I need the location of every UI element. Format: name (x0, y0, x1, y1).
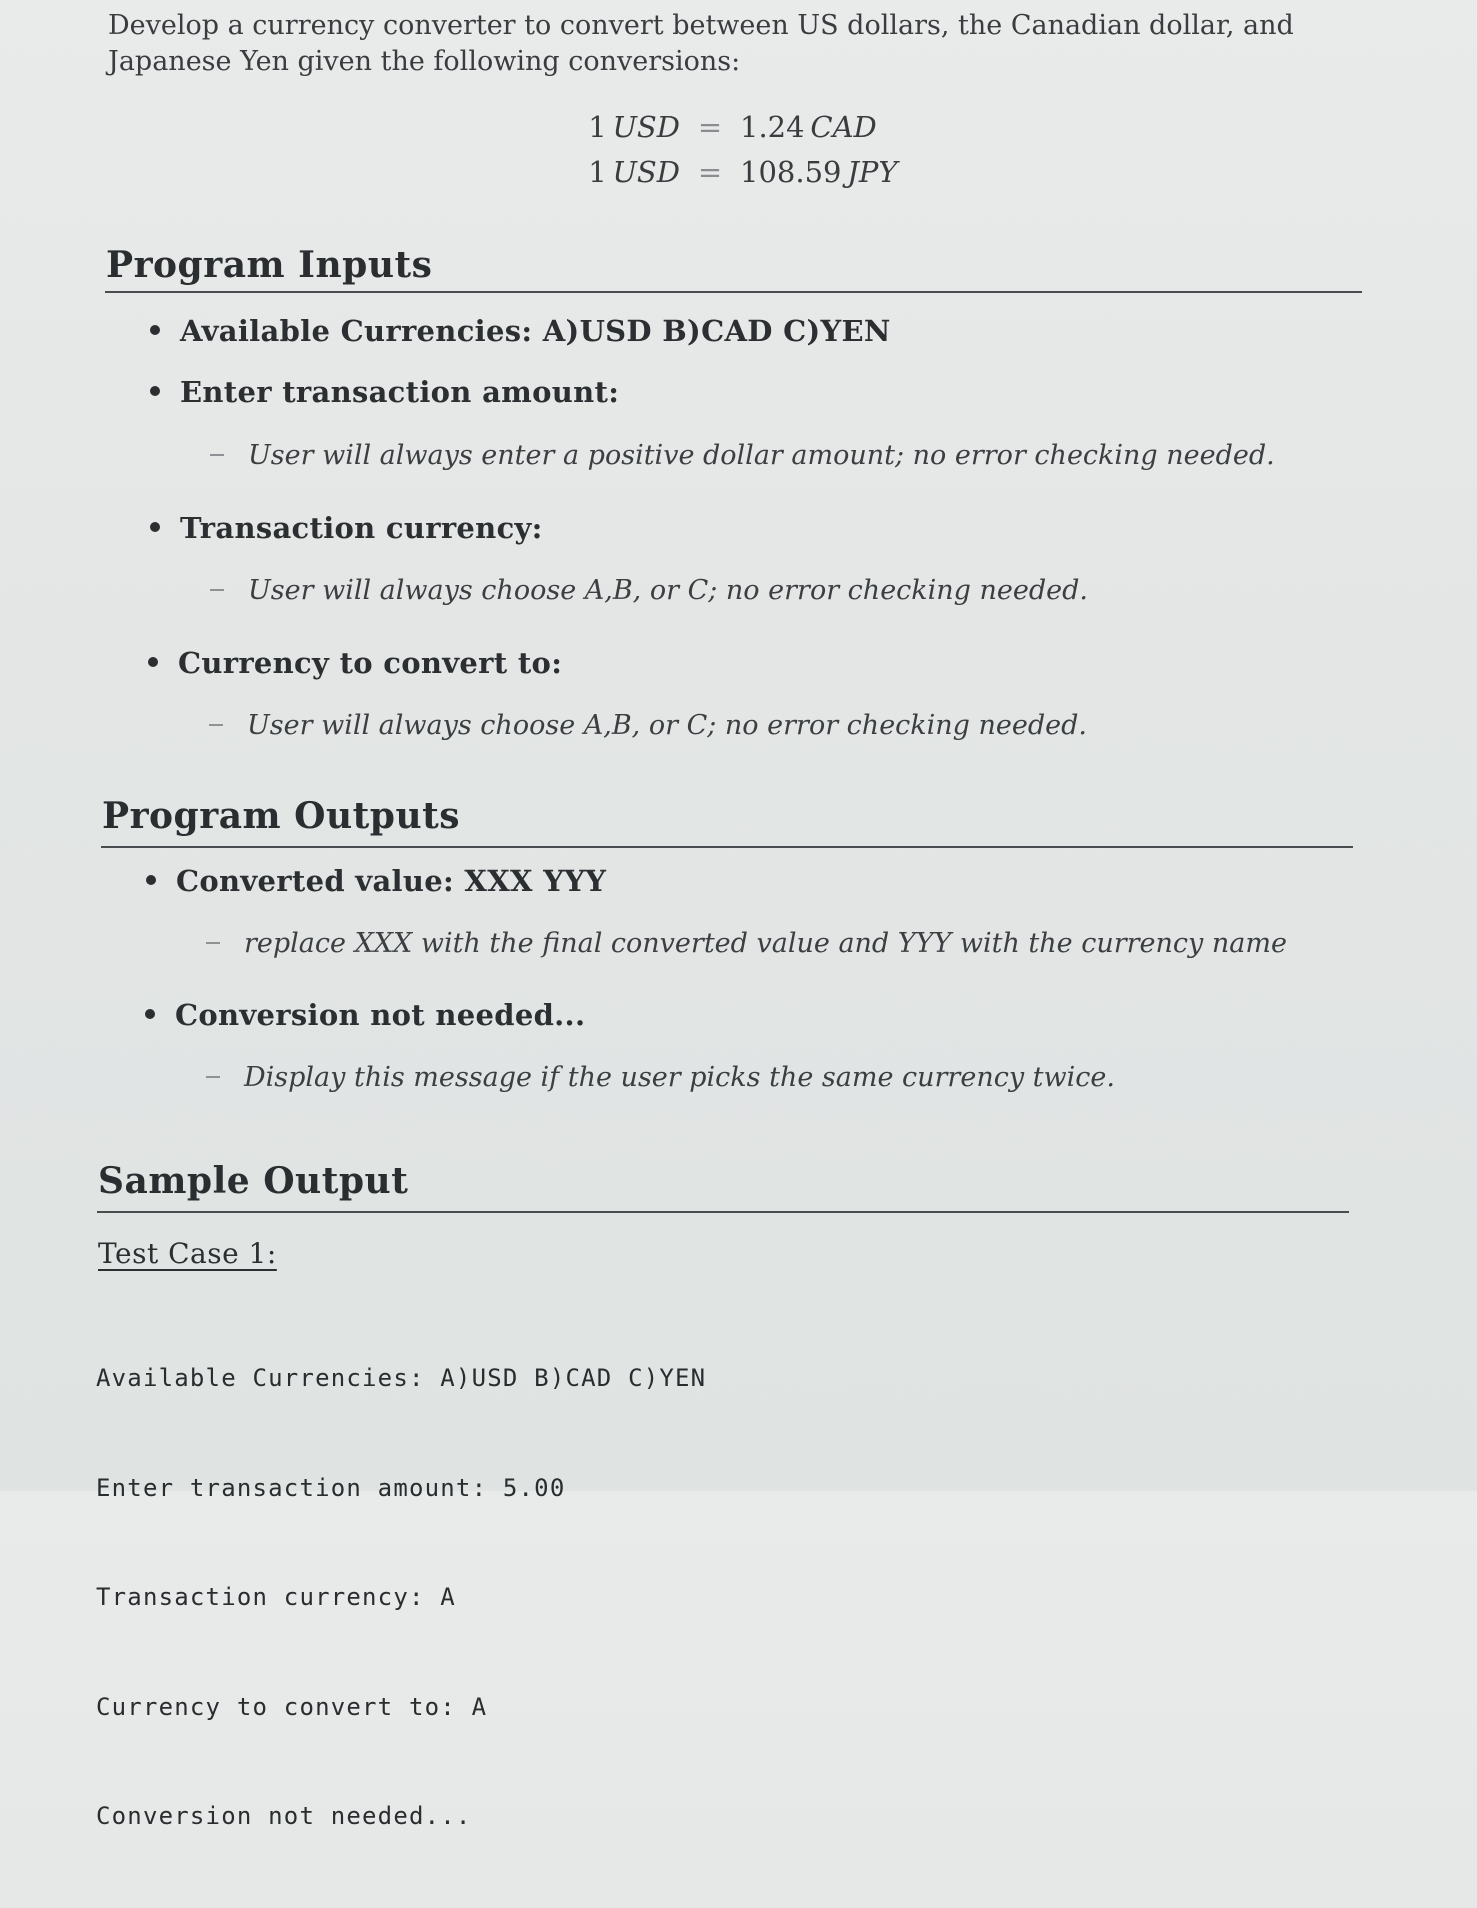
bullet-label: Enter transaction amount: (180, 375, 620, 409)
bullet-icon (146, 875, 156, 885)
note-text: User will always choose A,B, or C; no error checking needed. (247, 710, 1088, 741)
dash-icon (210, 454, 224, 456)
bullet-label: Conversion not needed... (175, 998, 586, 1032)
input-note-transaction-amount (210, 440, 1275, 471)
output-note-converted-value (206, 928, 1287, 959)
section-rule (105, 291, 1362, 293)
console-line: Transaction currency: A (96, 1583, 456, 1611)
bullet-label: Currency to convert to: (178, 646, 563, 680)
output-item-conversion-not-needed (145, 998, 585, 1032)
note-text: User will always enter a positive dollar amount; no error checking needed. (248, 440, 1275, 471)
input-item-transaction-currency (150, 511, 543, 545)
equation-rhs-number: 108.59 (740, 155, 842, 189)
input-note-transaction-currency (210, 575, 1088, 606)
equation-lhs-number: 1 (588, 155, 607, 189)
equation-rhs-unit: CAD (810, 110, 877, 144)
dash-icon (206, 942, 220, 944)
equation-lhs-unit: USD (612, 110, 680, 144)
console-line: Conversion not needed... (96, 1802, 472, 1830)
console-line: Enter transaction amount: 5.00 (96, 1473, 566, 1502)
bullet-icon (145, 1009, 155, 1019)
bullet-icon (150, 386, 160, 396)
intro-paragraph: Develop a currency converter to convert between US dollars, the Canadian dollar, and Japanese Yen given the following conversions: (108, 10, 1294, 77)
note-text: replace XXX with the final converted value and YYY with the currency name (244, 928, 1287, 959)
section-heading-program-inputs: Program Inputs (106, 244, 433, 286)
equation-lhs-unit: USD (612, 155, 680, 189)
equation-rhs-unit: JPY (847, 155, 898, 189)
bullet-label: Available Currencies: A)USD B)CAD C)YEN (180, 314, 891, 348)
dash-icon (209, 724, 223, 726)
input-item-convert-to (148, 646, 562, 680)
console-line: Available Currencies: A)USD B)CAD C)YEN (96, 1364, 707, 1392)
section-rule (97, 1211, 1349, 1213)
bullet-icon (148, 657, 158, 667)
note-text: User will always choose A,B, or C; no error checking needed. (248, 575, 1089, 606)
bullet-label: Converted value: XXX YYY (176, 864, 607, 898)
test-case-title: Test Case 1: (98, 1237, 277, 1270)
section-heading-sample-output: Sample Output (98, 1160, 409, 1202)
input-note-convert-to (209, 710, 1087, 741)
equation-rhs-number: 1.24 (740, 110, 805, 144)
equation-lhs-number: 1 (588, 110, 607, 144)
input-item-transaction-amount (150, 375, 619, 409)
dash-icon (206, 1076, 220, 1078)
conversion-equation-jpy (548, 155, 898, 189)
section-heading-program-outputs: Program Outputs (102, 795, 461, 837)
output-note-conversion-not-needed (206, 1062, 1115, 1093)
equals-sign: = (697, 155, 723, 189)
equals-sign: = (697, 110, 723, 144)
output-item-converted-value (146, 864, 606, 898)
bullet-icon (150, 325, 160, 335)
conversion-equation-cad (560, 110, 877, 144)
bullet-label: Transaction currency: (180, 511, 543, 545)
dash-icon (210, 589, 224, 591)
note-text: Display this message if the user picks the same currency twice. (244, 1062, 1115, 1093)
console-line: Currency to convert to: A (96, 1692, 488, 1721)
sample-output-console (96, 1287, 706, 1908)
bullet-icon (150, 522, 160, 532)
input-item-available-currencies (150, 314, 891, 348)
section-rule (101, 846, 1353, 848)
